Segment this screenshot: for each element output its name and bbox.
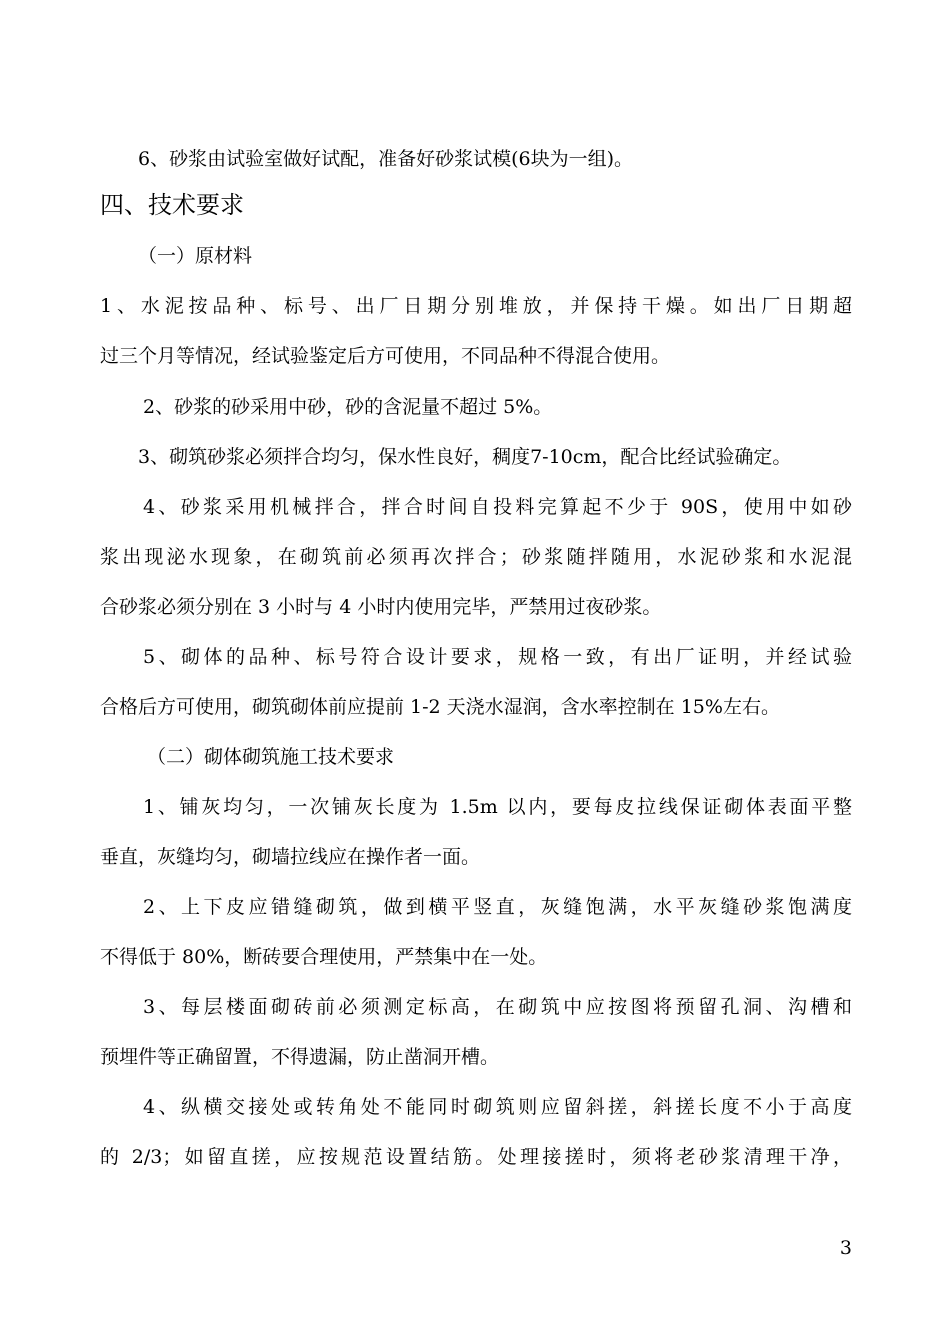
subsection-heading-masonry-construction: （二）砌体砌筑施工技术要求 bbox=[147, 746, 395, 768]
paragraph-construction-item-3-line-1: 3、每层楼面砌砖前必须测定标高，在砌筑中应按图将预留孔洞、沟槽和 bbox=[143, 996, 852, 1018]
paragraph-construction-item-2-line-2: 不得低于 80%，断砖要合理使用，严禁集中在一处。 bbox=[100, 946, 548, 968]
paragraph-construction-item-1-line-1: 1、铺灰均匀，一次铺灰长度为 1.5m 以内，要每皮拉线保证砌体表面平整 bbox=[143, 796, 852, 818]
paragraph-item-4-mixing-time-line-1: 4、砂浆采用机械拌合，拌合时间自投料完算起不少于 90S，使用中如砂 bbox=[143, 496, 852, 518]
paragraph-item-1-cement-line-1: 1、水泥按品种、标号、出厂日期分别堆放，并保持干燥。如出厂日期超 bbox=[100, 295, 852, 317]
paragraph-construction-item-4-line-1: 4、纵横交接处或转角处不能同时砌筑则应留斜搓，斜搓长度不小于高度 bbox=[143, 1096, 852, 1118]
paragraph-item-1-cement-line-2: 过三个月等情况，经试验鉴定后方可使用，不同品种不得混合使用。 bbox=[100, 345, 671, 367]
paragraph-item-3-mixing: 3、砌筑砂浆必须拌合均匀，保水性良好，稠度7-10cm，配合比经试验确定。 bbox=[138, 446, 792, 468]
paragraph-item-5-masonry-units-line-1: 5、砌体的品种、标号符合设计要求，规格一致，有出厂证明，并经试验 bbox=[143, 646, 852, 668]
paragraph-construction-item-2-line-1: 2、上下皮应错缝砌筑，做到横平竖直，灰缝饱满，水平灰缝砂浆饱满度 bbox=[143, 896, 852, 918]
paragraph-construction-item-3-line-2: 预埋件等正确留置，不得遗漏，防止凿洞开槽。 bbox=[100, 1046, 500, 1068]
page-number: 3 bbox=[839, 1237, 852, 1259]
paragraph-construction-item-4-line-2: 的 2/3；如留直搓，应按规范设置结筋。处理接搓时，须将老砂浆清理干净， bbox=[100, 1146, 852, 1168]
paragraph-item-2-sand: 2、砂浆的砂采用中砂，砂的含泥量不超过 5%。 bbox=[143, 396, 553, 418]
subsection-heading-raw-materials: （一）原材料 bbox=[138, 245, 253, 267]
section-heading-technical-requirements: 四、技术要求 bbox=[100, 191, 244, 219]
paragraph-item-6-mortar-trial: 6、砂浆由试验室做好试配，准备好砂浆试模(6块为一组)。 bbox=[138, 148, 634, 170]
paragraph-item-4-mixing-time-line-3: 合砂浆必须分别在 3 小时与 4 小时内使用完毕，严禁用过夜砂浆。 bbox=[100, 596, 662, 618]
paragraph-item-5-masonry-units-line-2: 合格后方可使用，砌筑砌体前应提前 1-2 天浇水湿润，含水率控制在 15%左右。 bbox=[100, 696, 780, 718]
paragraph-construction-item-1-line-2: 垂直，灰缝均匀，砌墙拉线应在操作者一面。 bbox=[100, 846, 481, 868]
paragraph-item-4-mixing-time-line-2: 浆出现泌水现象，在砌筑前必须再次拌合；砂浆随拌随用，水泥砂浆和水泥混 bbox=[100, 546, 852, 568]
